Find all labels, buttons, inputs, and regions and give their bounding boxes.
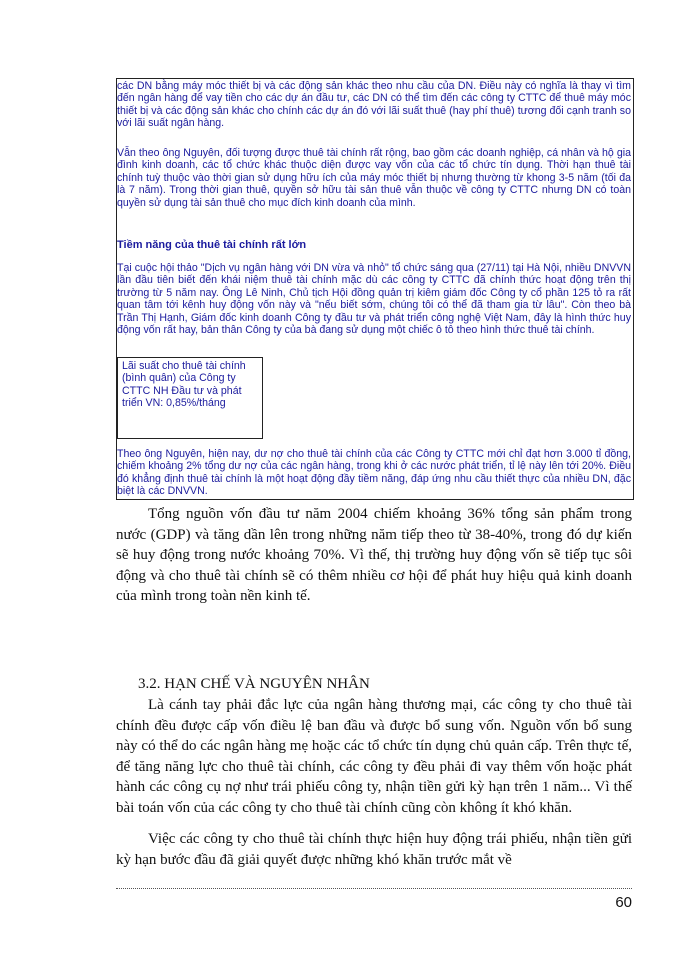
boxed-paragraph-1: các DN bằng máy móc thiết bị và các động sản khác theo nhu cầu của DN. Điều này có nghĩa là thay vì tìm đến ngân hàng để vay tiền cho các dự án đầu tư, các DN có thể tìm đến các công ty CTTC để thuê máy móc thiết bị và các động sản khác cho chính các dự án đó với lãi suất thuê (hay phí thuê) tương đối cạnh tranh so với lãi suất ngân hàng. bbox=[117, 80, 631, 130]
boxed-paragraph-4: Theo ông Nguyên, hiện nay, dư nợ cho thuê tài chính của các Công ty CTTC mới chỉ đạt hơn 3.000 tỉ đồng, chiếm khoảng 2% tổng dư nợ của các ngân hàng, trong khi ở các nước phát triển, tỉ lệ này lên tới 20%. Điều đó khẳng định thuê tài chính là một hoạt động đầy tiềm năng, đáp ứng nhu cầu thiết thực của nhiều DN, đặc biệt là các DNVVN. bbox=[117, 448, 631, 498]
body-paragraph-2: Là cánh tay phải đắc lực của ngân hàng thương mại, các công ty cho thuê tài chính đều được cấp vốn điều lệ ban đầu và được bổ sung vốn. Nguồn vốn bổ sung này có thể do các ngân hàng mẹ hoặc các tổ chức tín dụng chủ quản cấp. Trên thực tế, để tăng năng lực cho thuê tài chính, các công ty đều phải đi vay thêm vốn hoặc phát hành các công cụ nợ như trái phiếu công ty, nhận tiền gửi kỳ hạn trên 1 năm... Vì thế bài toán vốn của các công ty cho thuê tài chính cũng còn không ít khó khăn. bbox=[116, 697, 632, 816]
footer-divider bbox=[116, 888, 632, 889]
boxed-heading: Tiềm năng của thuê tài chính rất lớn bbox=[117, 239, 307, 251]
page-number: 60 bbox=[615, 894, 632, 911]
callout-text: Lãi suất cho thuê tài chính (bình quân) của Công ty CTTC NH Đầu tư và phát triển VN: 0,85%/tháng bbox=[122, 360, 246, 410]
boxed-paragraph-3: Tại cuộc hội thảo "Dịch vụ ngân hàng với DN vừa và nhỏ" tổ chức sáng qua (27/11) tại Hà Nội, nhiều DNVVN lần đầu tiên biết đến khái niệm thuê tài chính mặc dù các công ty CTTC đã chính thức hoạt động trên thị trường từ 5 năm nay. Ông Lê Ninh, Chủ tịch Hội đồng quản trị kiêm giám đốc Công ty cổ phần 125 tỏ ra rất quan tâm tới kênh huy động vốn này và "nếu biết sớm, chúng tôi có thể đã tham gia từ lâu". Còn theo bà Trần Thị Hạnh, Giám đốc kinh doanh Công ty đầu tư và phát triển công nghệ Việt Nam, đây là hình thức huy động vốn rất hay, bản thân Công ty của bà đang sử dụng một chiếc ô tô theo hình thức thuê tài chính. bbox=[117, 262, 631, 337]
body-paragraph-3: Việc các công ty cho thuê tài chính thực hiện huy động trái phiếu, nhận tiền gửi kỳ hạn bước đầu đã giải quyết được những khó khăn trước mắt về bbox=[116, 831, 632, 868]
body-paragraph-1: Tổng nguồn vốn đầu tư năm 2004 chiếm khoảng 36% tổng sản phẩm trong nước (GDP) và tăng dần lên trong những năm tiếp theo từ 38-40%, trong đó dự kiến sẽ huy động trong nước khoảng 70%. Vì thế, thị trường huy động vốn sẽ tiếp tục sôi động và cho thuê tài chính sẽ có thêm nhiều cơ hội để phát huy hiệu quả kinh doanh của mình trong toàn nền kinh tế. bbox=[116, 506, 632, 604]
section-heading: 3.2. HẠN CHẾ VÀ NGUYÊN NHÂN bbox=[138, 676, 370, 692]
boxed-paragraph-2: Vẫn theo ông Nguyên, đối tượng được thuê tài chính rất rộng, bao gồm các doanh nghiệp, cá nhân và hộ gia đình kinh doanh, các tổ chức khác thuộc diện được vay vốn của các tổ chức tín dụng. Thời hạn thuê tài chính tuỳ thuộc vào thời gian sử dụng hữu ích của máy móc thiết bị nhưng thường từ khong 3-5 năm (tối đa là 7 năm). Trong thời gian thuê, quyền sở hữu tài sản thuê vẫn thuộc về công ty CTTC nhưng DN có toàn quyền sử dụng tài sản thuê cho mục đích kinh doanh của mình. bbox=[117, 147, 631, 209]
